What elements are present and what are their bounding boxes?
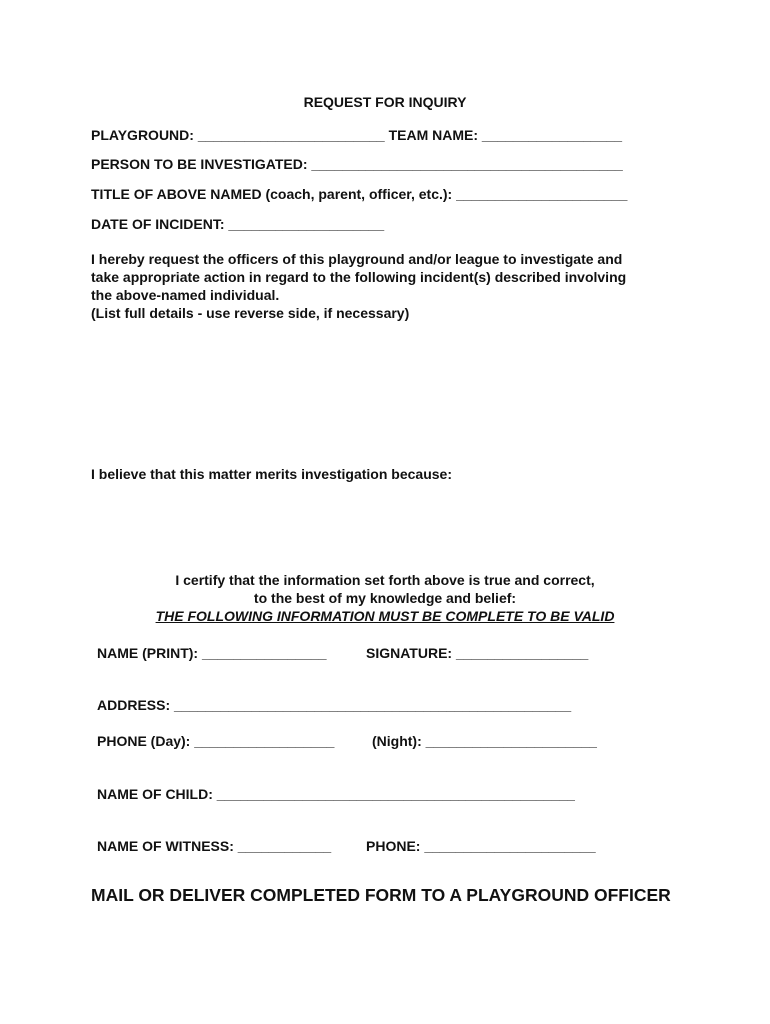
- address-field: ADDRESS: ___________________________________________________: [97, 697, 572, 713]
- certify-line: I certify that the information set forth above is true and correct,: [175, 572, 595, 588]
- title-named-field: TITLE OF ABOVE NAMED (coach, parent, officer, etc.): ______________________: [91, 186, 628, 202]
- request-paragraph-line: the above-named individual.: [91, 287, 280, 303]
- date-of-incident-field: DATE OF INCIDENT: ____________________: [91, 216, 385, 232]
- witness-phone-field: PHONE: ______________________: [366, 838, 596, 854]
- request-paragraph-line: (List full details - use reverse side, if necessary): [91, 305, 410, 321]
- name-of-child-field: NAME OF CHILD: ______________________________________________: [97, 786, 575, 802]
- footer-instruction: MAIL OR DELIVER COMPLETED FORM TO A PLAYGROUND OFFICER: [91, 885, 671, 905]
- person-investigated-field: PERSON TO BE INVESTIGATED: ________________________________________: [91, 156, 623, 172]
- phone-day-field: PHONE (Day): __________________: [97, 733, 335, 749]
- belief-statement: I believe that this matter merits investigation because:: [91, 466, 452, 482]
- request-paragraph-line: take appropriate action in regard to the following incident(s) described involving: [91, 269, 627, 285]
- validity-notice: THE FOLLOWING INFORMATION MUST BE COMPLETE TO BE VALID: [155, 608, 615, 624]
- signature-field: SIGNATURE: _________________: [366, 645, 589, 661]
- phone-night-field: (Night): ______________________: [372, 733, 597, 749]
- name-print-field: NAME (PRINT): ________________: [97, 645, 327, 661]
- playground-team-field: PLAYGROUND: ________________________ TEAM NAME: __________________: [91, 127, 623, 143]
- name-of-witness-field: NAME OF WITNESS: ____________: [97, 838, 332, 854]
- certify-line: to the best of my knowledge and belief:: [253, 590, 517, 606]
- request-paragraph-line: I hereby request the officers of this playground and/or league to investigate and: [91, 251, 623, 267]
- form-title: REQUEST FOR INQUIRY: [303, 94, 467, 110]
